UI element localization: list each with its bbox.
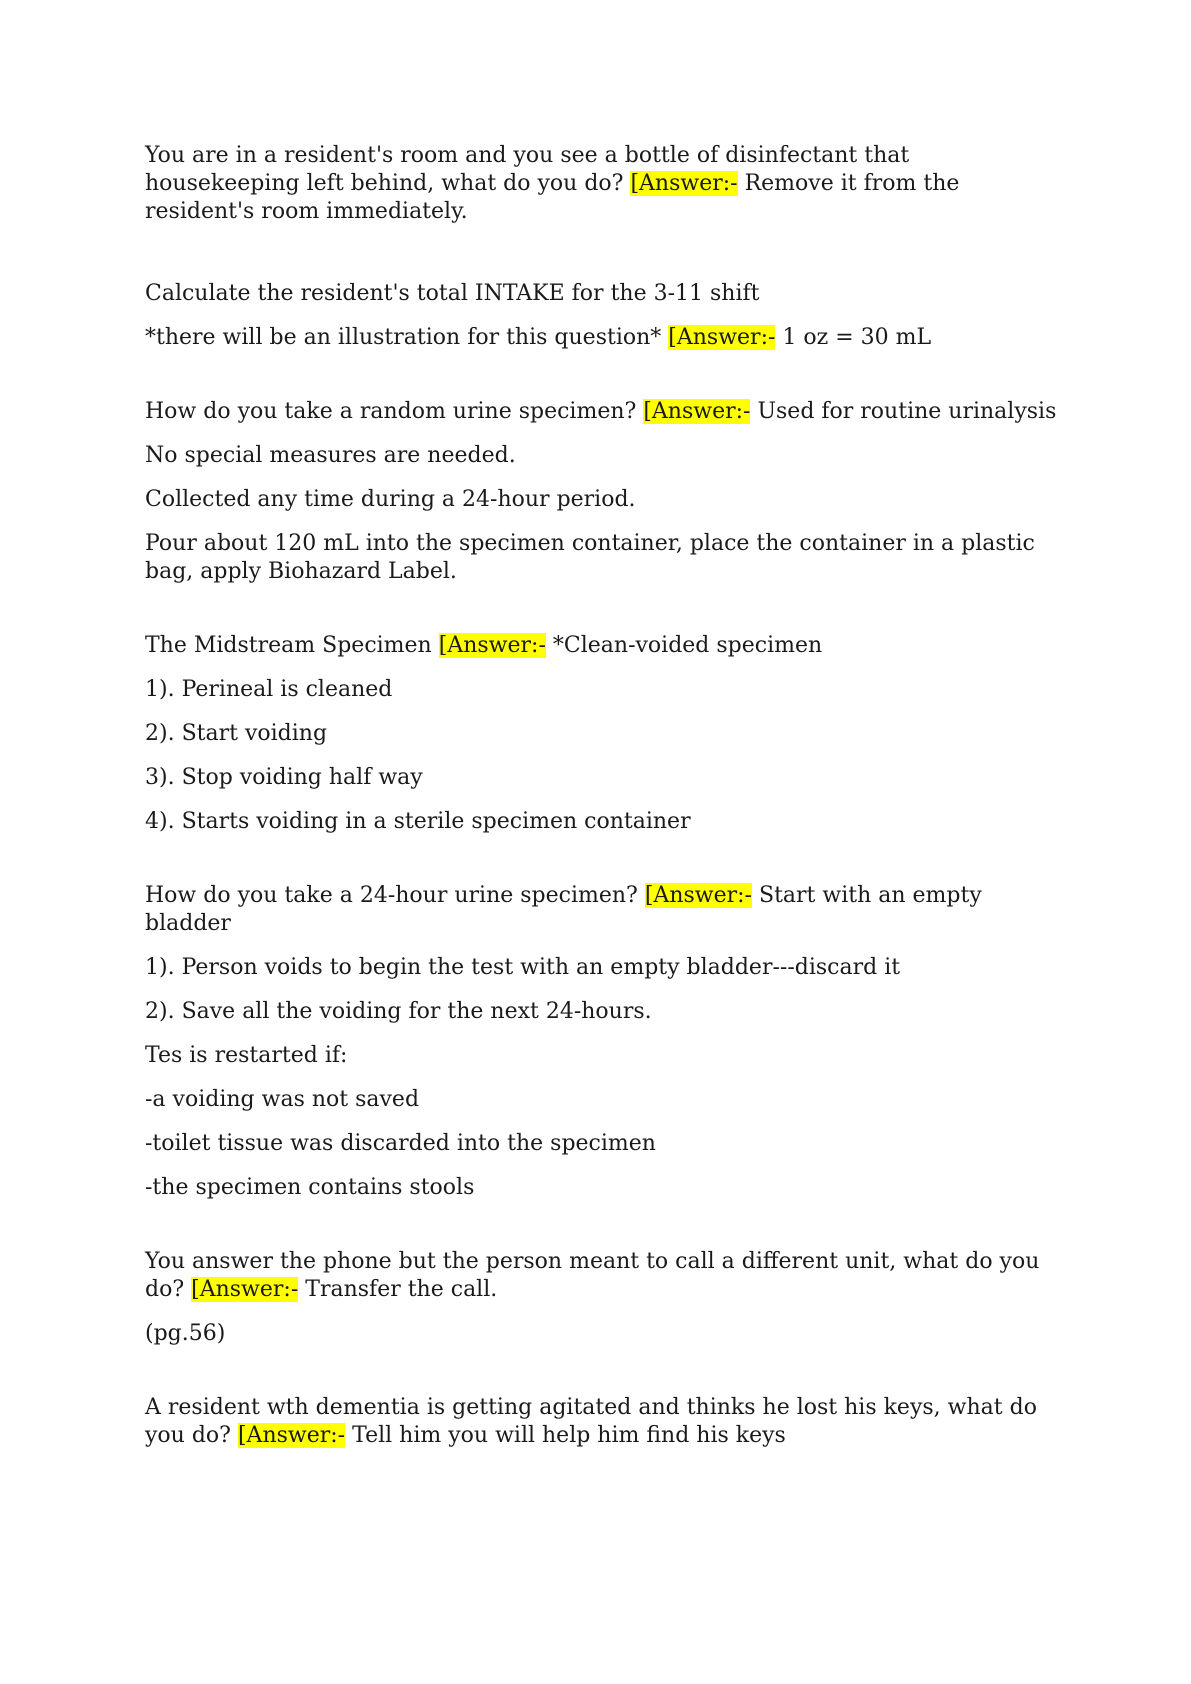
- question-text: The Midstream Specimen: [145, 633, 432, 658]
- answer-text: Remove it from the resident's room immediately.: [145, 171, 960, 224]
- question-line: [145, 632, 1065, 660]
- question-line: [145, 882, 1065, 938]
- detail-line: Tes is restarted if:: [145, 1043, 348, 1068]
- answer-text: 1 oz = 30 mL: [782, 325, 932, 350]
- document-page: [145, 142, 1065, 1466]
- detail-line: -toilet tissue was discarded into the specimen: [145, 1131, 656, 1156]
- detail-line: 2). Save all the voiding for the next 24-hours.: [145, 999, 652, 1024]
- qa-item: [145, 1248, 1065, 1348]
- question-line: [145, 398, 1065, 426]
- detail-line: Pour about 120 mL into the specimen container, place the container in a plastic bag, apply Biohazard Label.: [145, 531, 1035, 584]
- detail-line: 1). Perineal is cleaned: [145, 677, 393, 702]
- answer-marker: [Answer:-: [438, 633, 546, 658]
- detail-line: -a voiding was not saved: [145, 1087, 420, 1112]
- question-text: *there will be an illustration for this question*: [145, 325, 662, 350]
- question-text: A resident wth dementia is getting agitated and thinks he lost his keys, what do you do?: [145, 1395, 1037, 1448]
- answer-marker: [Answer:-: [630, 171, 738, 196]
- qa-item: [145, 1394, 1065, 1450]
- detail-line: No special measures are needed.: [145, 443, 516, 468]
- detail-line: 1). Person voids to begin the test with an empty bladder---discard it: [145, 955, 901, 980]
- qa-item: [145, 142, 1065, 226]
- detail-line: 3). Stop voiding half way: [145, 765, 423, 790]
- detail-line: 2). Start voiding: [145, 721, 328, 746]
- detail-line: Collected any time during a 24-hour period.: [145, 487, 636, 512]
- answer-marker: [Answer:-: [643, 399, 751, 424]
- question-line: [145, 324, 1065, 352]
- answer-text: Tell him you will help him find his keys: [352, 1423, 786, 1448]
- answer-text: Used for routine urinalysis: [757, 399, 1057, 424]
- qa-item: [145, 882, 1065, 1202]
- answer-text: *Clean-voided specimen: [552, 633, 823, 658]
- detail-line: 4). Starts voiding in a sterile specimen container: [145, 809, 691, 834]
- question-line: [145, 1394, 1065, 1450]
- answer-marker: [Answer:-: [644, 883, 752, 908]
- question-line: [145, 1248, 1065, 1304]
- page-reference: (pg.56): [145, 1321, 226, 1346]
- detail-line: -the specimen contains stools: [145, 1175, 475, 1200]
- answer-text: Transfer the call.: [305, 1277, 498, 1302]
- answer-marker: [Answer:-: [191, 1277, 299, 1302]
- qa-item: [145, 398, 1065, 586]
- question-text: How do you take a 24-hour urine specimen?: [145, 883, 638, 908]
- answer-marker: [Answer:-: [237, 1423, 346, 1448]
- answer-text: Start with an empty bladder: [145, 883, 982, 936]
- pre-line: Calculate the resident's total INTAKE for the 3-11 shift: [145, 281, 760, 306]
- question-text: How do you take a random urine specimen?: [145, 399, 637, 424]
- qa-item: [145, 632, 1065, 836]
- question-line: [145, 142, 1065, 226]
- answer-marker: [Answer:-: [668, 325, 776, 350]
- qa-item: [145, 280, 1065, 352]
- question-text: You answer the phone but the person meant to call a different unit, what do you do?: [145, 1249, 1040, 1302]
- question-text: You are in a resident's room and you see a bottle of disinfectant that housekeeping left behind, what do you do?: [145, 143, 910, 196]
